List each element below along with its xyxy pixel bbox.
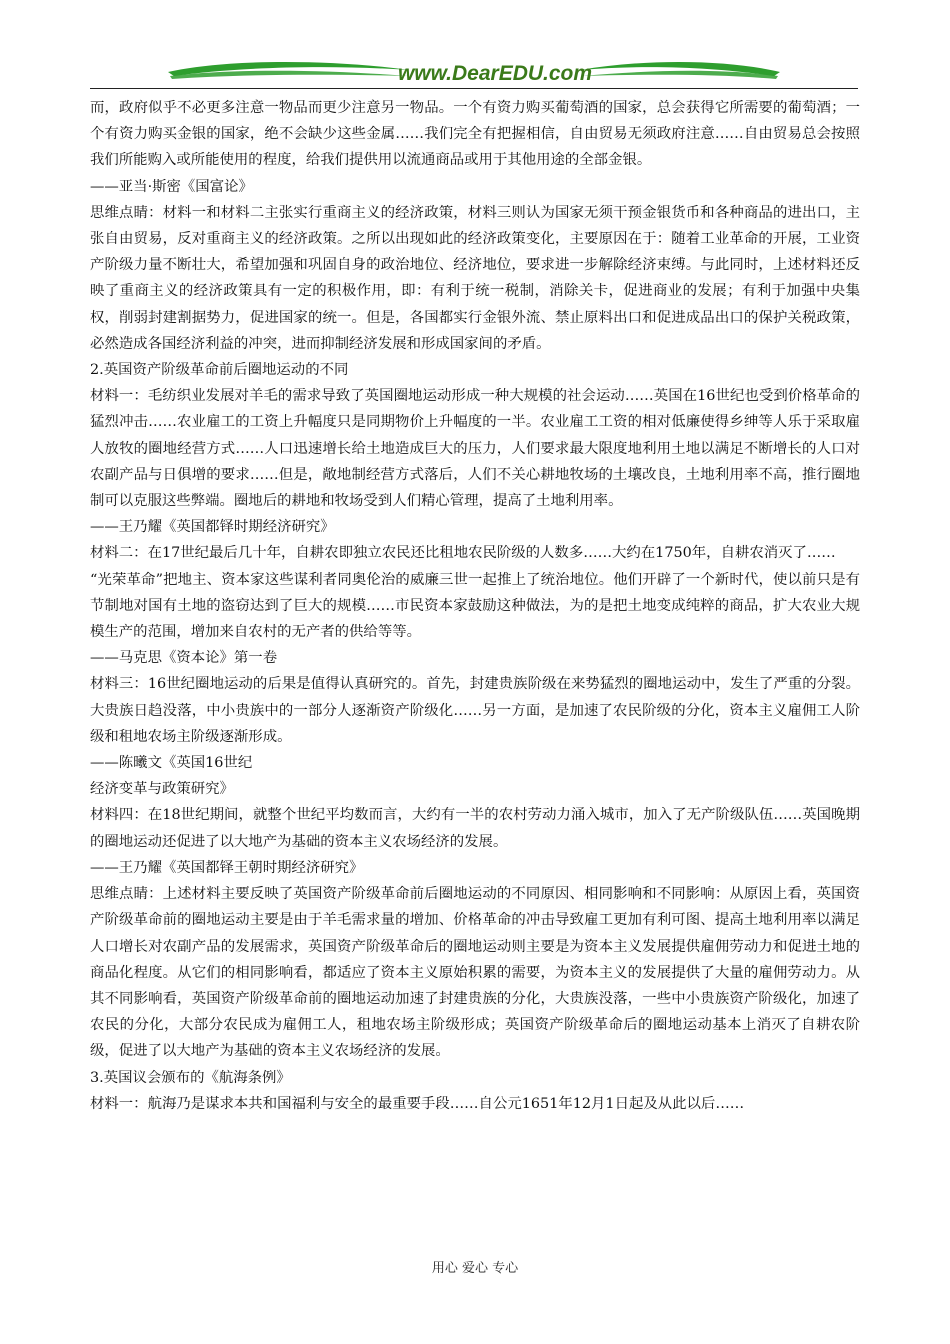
page-header — [90, 56, 860, 90]
paragraph: “光荣革命”把地主、资本家这些谋利者同奥伦治的威廉三世一起推上了统治地位。他们开辟了一个新时代，使以前只是有节制地对国有土地的盗窃达到了巨大的规模……市民资本家鼓励这种做法，为的是把土地变成纯粹的商品，扩大农业大规模生产的范围，增加来自农村的无产者的供给等等。 — [90, 571, 860, 641]
document-body — [90, 95, 860, 1117]
section-heading: 3.英国议会颁布的《航海条例》 — [90, 1069, 291, 1086]
citation: ——马克思《资本论》第一卷 — [90, 650, 278, 667]
paragraph: 思维点睛：上述材料主要反映了英国资产阶级革命前后圈地运动的不同原因、相同影响和不同影响：从原因上看，英国资产阶级革命前的圈地运动主要是由于羊毛需求量的增加、价格革命的冲击导致雇工更加有利可图、提高土地利用率以满足人口增长对农副产品的发展需求，英国资产阶级革命后的圈地运动则主要是为资本主义发展提供雇佣劳动力和促进土地的商品化程度。从它们的相同影响看，都适应了资本主义原始积累的需要，为资本主义的发展提供了大量的雇佣劳动力。从其不同影响看，英国资产阶级革命前的圈地运动加速了封建贵族的分化，大贵族没落，一些中小贵族资产阶级化，加速了农民的分化，大部分农民成为雇佣工人，租地农场主阶级形成；英国资产阶级革命后的圈地运动基本上消灭了自耕农阶级，促进了以大地产为基础的资本主义农场经济的发展。 — [90, 886, 860, 1060]
page-footer: 用心 爱心 专心 — [431, 1261, 519, 1276]
paragraph: 思维点睛：材料一和材料二主张实行重商主义的经济政策，材料三则认为国家无须干预金银货币和各种商品的进出口，主张自由贸易，反对重商主义的经济政策。之所以出现如此的经济政策变化，主要原因在于：随着工业革命的开展，工业资产阶级力量不断壮大，希望加强和巩固自身的政治地位、经济地位，要求进一步解除经济束缚。与此同时，上述材料还反映了重商主义的经济政策具有一定的积极作用，即：有利于统一税制，消除关卡，促进商业的发展；有利于加强中央集权，削弱封建割据势力，促进国家的统一。但是，各国都实行金银外流、禁止原料出口和促进成品出口的保护关税政策，必然造成各国经济利益的冲突，进而抑制经济发展和形成国家间的矛盾。 — [90, 204, 860, 352]
paragraph: 材料三：16世纪圈地运动的后果是值得认真研究的。首先，封建贵族阶级在来势猛烈的圈地运动中，发生了严重的分裂。大贵族日趋没落，中小贵族中的一部分人逐渐资产阶级化……另一方面，是加速了农民阶级的分化，资本主义雇佣工人阶级和租地农场主阶级逐渐形成。 — [90, 676, 860, 745]
paragraph: 材料一：航海乃是谋求本共和国福利与安全的最重要手段……自公元1651年12月1日起及从此以后…… — [90, 1095, 745, 1112]
paragraph: 材料一：毛纺织业发展对羊毛的需求导致了英国圈地运动形成一种大规模的社会运动……英国在16世纪也受到价格革命的猛烈冲击……农业雇工的工资上升幅度只是同期物价上升幅度的一半。农业雇工工资的相对低廉使得乡绅等人乐于采取雇人放牧的圈地经营方式……人口迅速增长给土地造成巨大的压力，人们要求最大限度地利用土地以满足不断增长的人口对农副产品与日俱增的要求……但是，敞地制经营方式落后，人们不关心耕地牧场的土壤改良，土地利用率不高，推行圈地制可以克服这些弊端。圈地后的耕地和牧场受到人们精心管理，提高了土地利用率。 — [90, 388, 860, 510]
header-divider — [90, 88, 858, 89]
site-name: www.DearEDU.com — [397, 62, 593, 85]
paragraph: 材料四：在18世纪期间，就整个世纪平均数而言，大约有一半的农村劳动力涌入城市，加入了无产阶级队伍……英国晚期的圈地运动还促进了以大地产为基础的资本主义农场经济的发展。 — [90, 807, 860, 850]
citation: ——王乃耀《英国都铎时期经济研究》 — [90, 519, 335, 536]
citation: ——亚当·斯密《国富论》 — [90, 178, 253, 195]
citation: 经济变革与政策研究》 — [90, 781, 234, 798]
section-heading: 2.英国资产阶级革命前后圈地运动的不同 — [90, 362, 349, 379]
citation: ——陈曦文《英国16世纪 — [90, 755, 253, 772]
paragraph: 而，政府似乎不必更多注意一物品而更少注意另一物品。一个有资力购买葡萄酒的国家，总会获得它所需要的葡萄酒；一个有资力购买金银的国家，绝不会缺少这些金属……我们完全有把握相信，自由贸易无须政府注意……自由贸易总会按照我们所能购入或所能使用的程度，给我们提供用以流通商品或用于其他用途的全部金银。 — [90, 100, 860, 169]
paragraph: 材料二：在17世纪最后几十年，自耕农即独立农民还比租地农民阶级的人数多……大约在1750年，自耕农消灭了…… — [90, 545, 836, 562]
site-logo-banner — [90, 56, 860, 90]
citation: ——王乃耀《英国都铎王朝时期经济研究》 — [90, 859, 364, 876]
